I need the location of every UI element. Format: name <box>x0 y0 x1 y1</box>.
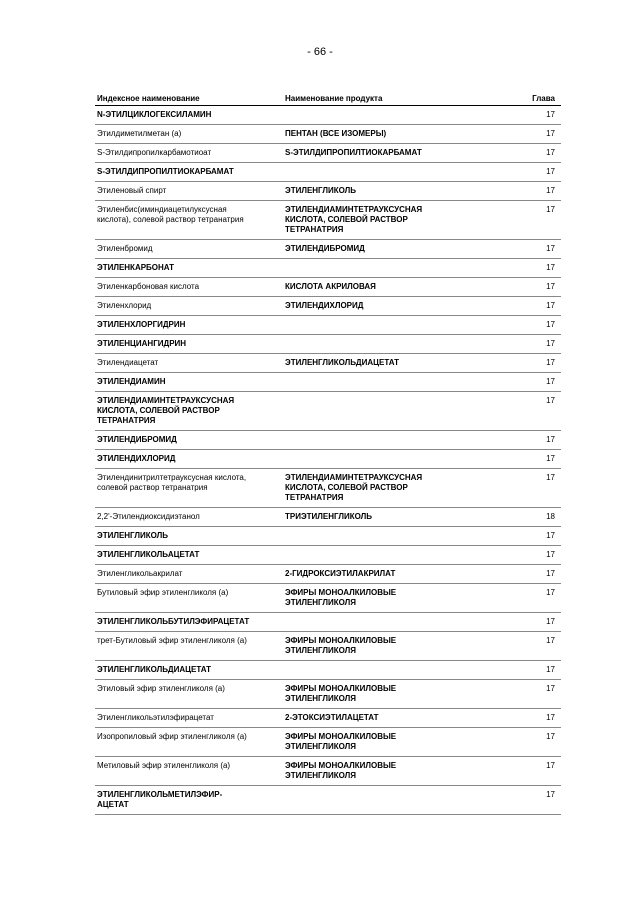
chapter-cell: 17 <box>546 435 555 444</box>
product-name-cell: ПЕНТАН (ВСЕ ИЗОМЕРЫ) <box>285 129 387 138</box>
table-row <box>95 144 561 163</box>
table-row <box>95 240 561 259</box>
product-name-cell: ЭТИЛЕНДИАМИНТЕТРАУКСУСНАЯ КИСЛОТА, СОЛЕВОЙ РАСТВОР ТЕТРАНАТРИЯ <box>285 205 423 234</box>
product-name-cell: ЭТИЛЕНДИАМИНТЕТРАУКСУСНАЯ КИСЛОТА, СОЛЕВОЙ РАСТВОР ТЕТРАНАТРИЯ <box>285 473 423 502</box>
product-name-cell: S-ЭТИЛДИПРОПИЛТИОКАРБАМАТ <box>285 148 422 157</box>
product-name-cell: ЭФИРЫ МОНОАЛКИЛОВЫЕ ЭТИЛЕНГЛИКОЛЯ <box>285 636 397 655</box>
table-row <box>95 373 561 392</box>
index-name-cell: S-ЭТИЛДИПРОПИЛТИОКАРБАМАТ <box>97 167 234 176</box>
table-row <box>95 278 561 297</box>
table-row <box>95 527 561 546</box>
chapter-cell: 17 <box>546 636 555 645</box>
index-name-cell: 2,2'-Этилендиоксидиэтанол <box>97 512 200 521</box>
product-name-cell: 2-ЭТОКСИЭТИЛАЦЕТАТ <box>285 713 379 722</box>
chapter-cell: 17 <box>546 713 555 722</box>
product-name-cell: 2-ГИДРОКСИЭТИЛАКРИЛАТ <box>285 569 396 578</box>
header-index-name: Индексное наименование <box>97 94 200 103</box>
index-name-cell: ЭТИЛЕНДИАМИН <box>97 377 166 386</box>
product-name-cell: ЭТИЛЕНГЛИКОЛЬ <box>285 186 357 195</box>
index-name-cell: Этиленхлорид <box>97 301 152 310</box>
index-name-cell: ЭТИЛЕНГЛИКОЛЬДИАЦЕТАТ <box>97 665 211 674</box>
chapter-cell: 17 <box>546 167 555 176</box>
product-name-cell: ЭФИРЫ МОНОАЛКИЛОВЫЕ ЭТИЛЕНГЛИКОЛЯ <box>285 761 397 780</box>
index-name-cell: S-Этилдипропилкарбамотиоат <box>97 148 212 157</box>
chapter-cell: 17 <box>546 550 555 559</box>
table-row <box>95 316 561 335</box>
index-name-cell: Этилендиацетат <box>97 358 159 367</box>
index-name-cell: Этиленбромид <box>97 244 153 253</box>
table-row <box>95 469 561 508</box>
table-row <box>95 613 561 632</box>
chapter-cell: 18 <box>546 512 555 521</box>
table-row <box>95 201 561 240</box>
index-name-cell: ЭТИЛЕНДИАМИНТЕТРАУКСУСНАЯ КИСЛОТА, СОЛЕВОЙ РАСТВОР ТЕТРАНАТРИЯ <box>97 396 235 425</box>
chapter-cell: 17 <box>546 531 555 540</box>
index-name-cell: Этиленбис(иминдиацетилуксусная кислота), солевой раствор тетранатрия <box>97 205 244 224</box>
chapter-cell: 17 <box>546 454 555 463</box>
index-name-cell: Этилдиметилметан (а) <box>97 129 182 138</box>
chapter-cell: 17 <box>546 569 555 578</box>
table-row <box>95 632 561 661</box>
index-name-cell: ЭТИЛЕНГЛИКОЛЬАЦЕТАТ <box>97 550 200 559</box>
index-name-cell: ЭТИЛЕНГЛИКОЛЬБУТИЛЭФИРАЦЕТАТ <box>97 617 250 626</box>
product-name-cell: ЭТИЛЕНДИХЛОРИД <box>285 301 364 310</box>
table-row <box>95 125 561 144</box>
header-chapter: Глава <box>532 94 555 103</box>
index-name-cell: Этиленкарбоновая кислота <box>97 282 200 291</box>
table-row <box>95 584 561 613</box>
product-name-cell: ЭТИЛЕНДИБРОМИД <box>285 244 365 253</box>
product-name-cell: ЭФИРЫ МОНОАЛКИЛОВЫЕ ЭТИЛЕНГЛИКОЛЯ <box>285 684 397 703</box>
chapter-cell: 17 <box>546 396 555 405</box>
index-name-cell: ЭТИЛЕНГЛИКОЛЬ <box>97 531 169 540</box>
table-row <box>95 565 561 584</box>
table-row <box>95 392 561 431</box>
table-row <box>95 297 561 316</box>
table-row <box>95 728 561 757</box>
index-name-cell: N-ЭТИЛЦИКЛОГЕКСИЛАМИН <box>97 110 212 119</box>
index-name-cell: Этиленовый спирт <box>97 186 167 195</box>
product-name-cell: ЭТИЛЕНГЛИКОЛЬДИАЦЕТАТ <box>285 358 399 367</box>
index-name-cell: ЭТИЛЕНДИБРОМИД <box>97 435 177 444</box>
index-name-cell: Изопропиловый эфир этиленгликоля (а) <box>97 732 247 741</box>
header-product-name: Наименование продукта <box>285 94 383 103</box>
index-name-cell: ЭТИЛЕНГЛИКОЛЬМЕТИЛЭФИР- АЦЕТАТ <box>97 790 223 809</box>
table-row <box>95 709 561 728</box>
table-row <box>95 757 561 786</box>
chapter-cell: 17 <box>546 732 555 741</box>
product-name-cell: ЭФИРЫ МОНОАЛКИЛОВЫЕ ЭТИЛЕНГЛИКОЛЯ <box>285 732 397 751</box>
chapter-cell: 17 <box>546 282 555 291</box>
table-row <box>95 431 561 450</box>
table-row <box>95 182 561 201</box>
chapter-cell: 17 <box>546 320 555 329</box>
index-name-cell: Этиленгликольакрилат <box>97 569 183 578</box>
chapter-cell: 17 <box>546 301 555 310</box>
index-name-cell: Этиловый эфир этиленгликоля (а) <box>97 684 225 693</box>
chapter-cell: 17 <box>546 377 555 386</box>
product-name-cell: КИСЛОТА АКРИЛОВАЯ <box>285 282 376 291</box>
chapter-cell: 17 <box>546 358 555 367</box>
chapter-cell: 17 <box>546 205 555 214</box>
table-row <box>95 546 561 565</box>
table-row <box>95 259 561 278</box>
index-table <box>95 91 561 815</box>
table-row <box>95 661 561 680</box>
product-name-cell: ЭФИРЫ МОНОАЛКИЛОВЫЕ ЭТИЛЕНГЛИКОЛЯ <box>285 588 397 607</box>
index-name-cell: ЭТИЛЕНЦИАНГИДРИН <box>97 339 187 348</box>
chapter-cell: 17 <box>546 588 555 597</box>
page-number: - 66 - <box>307 46 333 58</box>
chapter-cell: 17 <box>546 473 555 482</box>
chapter-cell: 17 <box>546 148 555 157</box>
index-name-cell: Этиленгликольэтилэфирацетат <box>97 713 214 722</box>
chapter-cell: 17 <box>546 684 555 693</box>
chapter-cell: 17 <box>546 110 555 119</box>
table-row <box>95 354 561 373</box>
index-name-cell: ЭТИЛЕНХЛОРГИДРИН <box>97 320 186 329</box>
table-row <box>95 786 561 815</box>
table-row <box>95 335 561 354</box>
table-row <box>95 680 561 709</box>
chapter-cell: 17 <box>546 263 555 272</box>
chapter-cell: 17 <box>546 761 555 770</box>
chapter-cell: 17 <box>546 186 555 195</box>
index-name-cell: Этилендинитрилтетрауксусная кислота, солевой раствор тетранатрия <box>97 473 247 492</box>
index-name-cell: трет-Бутиловый эфир этиленгликоля (а) <box>97 636 247 645</box>
table-row <box>95 163 561 182</box>
table-body <box>95 106 561 815</box>
index-name-cell: ЭТИЛЕНДИХЛОРИД <box>97 454 176 463</box>
chapter-cell: 17 <box>546 790 555 799</box>
table-header <box>95 91 561 106</box>
chapter-cell: 17 <box>546 665 555 674</box>
chapter-cell: 17 <box>546 244 555 253</box>
index-name-cell: Бутиловый эфир этиленгликоля (а) <box>97 588 229 597</box>
chapter-cell: 17 <box>546 339 555 348</box>
table-row <box>95 106 561 125</box>
table-row <box>95 508 561 527</box>
index-name-cell: Метиловый эфир этиленгликоля (а) <box>97 761 231 770</box>
product-name-cell: ТРИЭТИЛЕНГЛИКОЛЬ <box>285 512 372 521</box>
chapter-cell: 17 <box>546 129 555 138</box>
chapter-cell: 17 <box>546 617 555 626</box>
index-name-cell: ЭТИЛЕНКАРБОНАТ <box>97 263 175 272</box>
table-row <box>95 450 561 469</box>
